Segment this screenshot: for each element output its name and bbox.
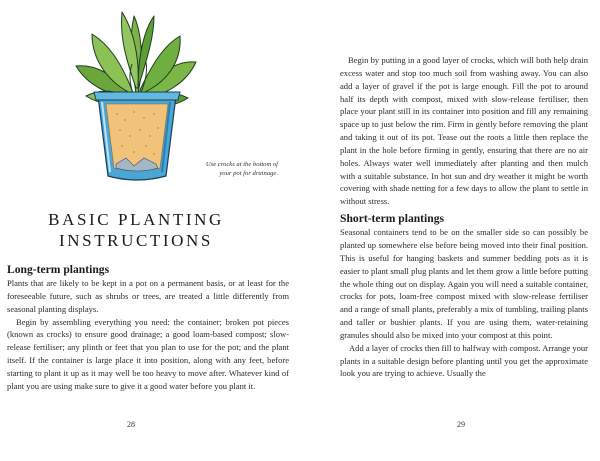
subheading-long-term: Long-term plantings (7, 263, 110, 276)
heading-line-1: BASIC PLANTING (48, 210, 224, 229)
page-number: 28 (127, 420, 135, 429)
paragraph: Begin by putting in a good layer of crocks, which will both help drain excess water and stop too much soil from washing away. You can also add a layer of gravel if the pot is large enough. Fill the pot to around half its depth with compost, mixed with slow-release fertiliser, then place your plant still in its container into position and fill any remaining space up to just below the rim. Firm in gently before removing the plant and taking it out of its pot. Tease out the roots a little then replace the plant in the hole before firming in gently, ensuring that there are no air holes. Always water well immediately after planting and then mulch with a suitable substance. In hot sun and dry weather it might be worth covering with shade netting for a few days to allow the plant to settle in without stress. (340, 55, 588, 207)
right-text-column (340, 54, 588, 380)
left-text-column (7, 263, 289, 393)
right-page (300, 0, 600, 461)
page-number: 29 (457, 420, 465, 429)
subheading-short-term: Short-term plantings (340, 212, 445, 226)
paragraph: Begin by assembling everything you need: the container; broken pot pieces (known as crocks) to ensure good drainage; a good loam-based compost; slow-release fertiliser; any plinth or feet that you plan to use for the pot; and the plant itself. If the container is large place it into position, along with any feet, before starting to plant it up as it may well be too heavy to move after. Whatever kind of plant you are using make sure to give it a good water before you plant it. (7, 316, 289, 391)
paragraph: Plants that are likely to be kept in a pot on a permanent basis, or at least for the foreseeable future, such as shrubs or trees, are treated a little differently from seasonal planting displays. (7, 278, 289, 314)
heading-line-2: INSTRUCTIONS (59, 231, 213, 250)
paragraph: Seasonal containers tend to be on the smaller side so can possibly be planted up somewhere else before being moved into their final position. This is useful for hanging baskets and summer bedding pots as it is easier to plant small plug plants and let them grow a little before putting the whole thing out on display. Again you will need a suitable container, crocks for pots, loam-free compost mixed with slow-release fertiliser and a range of small plants, preferably a mix of tumbling, trailing plants and taller or bushier plants. If you are using them, water-retaining granules should also be mixed into your compost at this point. (340, 227, 588, 340)
illustration-caption: Use crocks at the bottom of your pot for drainage. (205, 161, 278, 177)
paragraph: Add a layer of crocks then fill to halfway with compost. Arrange your plants in a suitable design before planting until you get the approximate look you are trying to achieve. Usually the (340, 342, 589, 379)
section-heading (20, 209, 252, 251)
potted-plant-illustration (62, 4, 212, 189)
